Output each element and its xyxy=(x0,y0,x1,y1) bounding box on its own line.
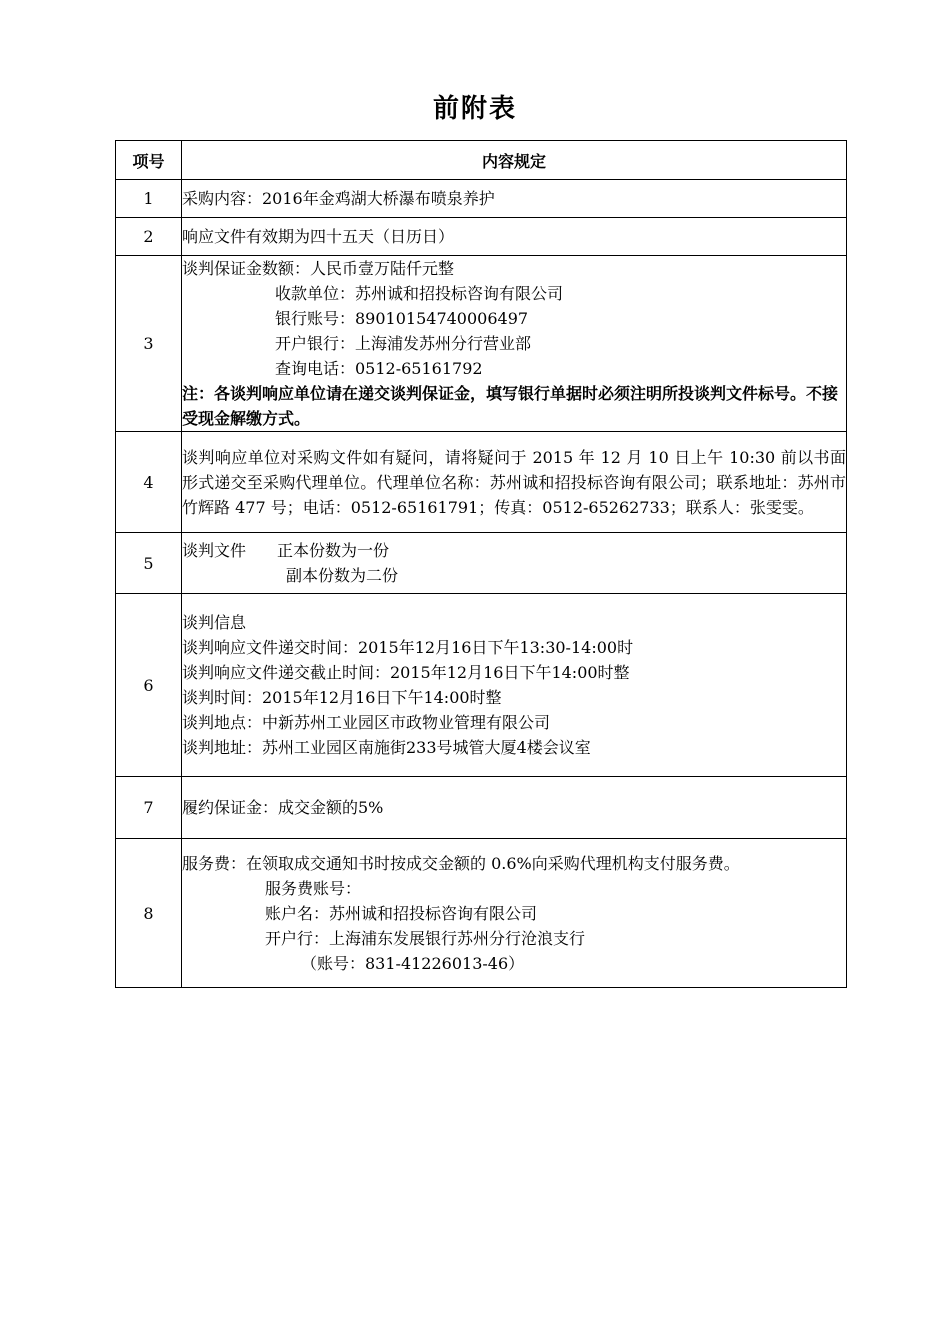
original-copies: 正本份数为一份 xyxy=(277,541,390,560)
submission-time: 谈判响应文件递交时间：2015年12月16日下午13:30-14:00时 xyxy=(182,638,634,657)
row-number: 1 xyxy=(116,180,182,218)
table-header-row xyxy=(116,141,847,180)
row-content xyxy=(182,533,847,594)
account-number: （账号：831-41226013-46） xyxy=(301,953,525,973)
inquiry-instructions: 谈判响应单位对采购文件如有疑问，请将疑问于 2015 年 12 月 10 日上午 10:30 前以书面形式递交至采购代理单位。代理单位名称：苏州诚和招投标咨询有限公司；联系地址：苏州市竹辉路 477 号；电话：0512-65161791；传真：0512-65262733；联系人：张雯雯。 xyxy=(182,447,846,517)
document-label: 谈判文件 xyxy=(182,541,247,560)
row-number: 4 xyxy=(116,432,182,533)
submission-deadline: 谈判响应文件递交截止时间：2015年12月16日下午14:00时整 xyxy=(182,663,630,682)
validity-period: 响应文件有效期为四十五天（日历日） xyxy=(182,227,455,246)
deposit-amount: 谈判保证金数额：人民币壹万陆仟元整 xyxy=(182,259,455,278)
row-number: 5 xyxy=(116,533,182,594)
deposit-note: 注：各谈判响应单位请在递交谈判保证金，填写银行单据时必须注明所投谈判文件标号。不接受现金解缴方式。 xyxy=(182,384,839,428)
row-content xyxy=(182,256,847,432)
performance-bond: 履约保证金：成交金额的5% xyxy=(182,798,384,817)
duplicate-copies: 副本份数为二份 xyxy=(286,566,399,585)
table-row xyxy=(116,218,847,256)
row-number: 7 xyxy=(116,777,182,839)
account-bank: 开户行：上海浦东发展银行苏州分行沧浪支行 xyxy=(265,928,586,948)
row-content xyxy=(182,839,847,988)
table-row xyxy=(116,180,847,218)
row-content xyxy=(182,777,847,839)
service-fee: 服务费：在领取成交通知书时按成交金额的 0.6%向采购代理机构支付服务费。 xyxy=(182,853,740,873)
table-row xyxy=(116,594,847,777)
opening-bank: 开户银行：上海浦发苏州分行营业部 xyxy=(275,334,532,353)
row-number: 2 xyxy=(116,218,182,256)
negotiation-location: 谈判地点：中新苏州工业园区市政物业管理有限公司 xyxy=(182,713,551,732)
account-name: 账户名：苏州诚和招投标咨询有限公司 xyxy=(265,903,538,923)
negotiation-address: 谈判地址：苏州工业园区南施街233号城管大厦4楼会议室 xyxy=(182,738,591,757)
row-number: 3 xyxy=(116,256,182,432)
row-content xyxy=(182,432,847,533)
page-title: 前附表 xyxy=(432,94,517,124)
service-fee-account-label: 服务费账号： xyxy=(265,878,362,898)
row-content xyxy=(182,594,847,777)
procurement-content: 采购内容：2016年金鸡湖大桥瀑布喷泉养护 xyxy=(182,189,495,208)
row-content xyxy=(182,180,847,218)
negotiation-info-heading: 谈判信息 xyxy=(182,613,247,632)
requirements-table xyxy=(115,140,847,988)
document-copies xyxy=(182,538,846,563)
negotiation-time: 谈判时间：2015年12月16日下午14:00时整 xyxy=(182,688,502,707)
row-content xyxy=(182,218,847,256)
table-row xyxy=(116,256,847,432)
table-row xyxy=(116,777,847,839)
inquiry-phone: 查询电话：0512-65161792 xyxy=(275,359,483,378)
row-number: 8 xyxy=(116,839,182,988)
table-row xyxy=(116,533,847,594)
table-row xyxy=(116,432,847,533)
header-content: 内容规定 xyxy=(182,141,847,180)
table-row xyxy=(116,839,847,988)
payee: 收款单位：苏州诚和招投标咨询有限公司 xyxy=(275,284,564,303)
bank-account: 银行账号：89010154740006497 xyxy=(275,309,529,328)
row-number: 6 xyxy=(116,594,182,777)
header-item: 项号 xyxy=(116,141,182,180)
